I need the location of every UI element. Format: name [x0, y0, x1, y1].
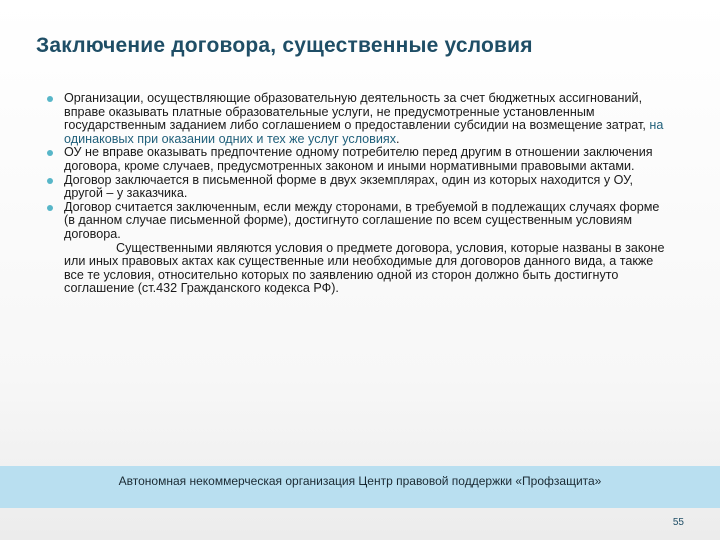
bullet-item-3	[44, 174, 672, 201]
bullet-text: Договор заключается в письменной форме в двух экземплярах, один из которых находится у ОУ, другой – у заказчика.	[64, 172, 633, 201]
bullet-item-4	[44, 201, 672, 242]
bullet-item-1	[44, 92, 672, 146]
bullet-tail: .	[396, 131, 400, 146]
bullet-item-2	[44, 146, 672, 173]
page-number: 55	[672, 517, 684, 528]
bullet-text: ОУ не вправе оказывать предпочтение одному потребителю перед другим в отношении заключения договора, кроме случаев, предусмотренных законом и иными нормативными правовыми актами.	[64, 145, 653, 173]
footer-text: Автономная некоммерческая организация Центр правовой поддержки «Профзащита»	[118, 474, 602, 488]
slide-title: Заключение договора, существенные условия	[36, 34, 533, 57]
slide-body	[44, 92, 672, 296]
bullet-icon	[47, 96, 53, 102]
bullet-text: Организации, осуществляющие образовательную деятельность за счет бюджетных ассигнований, вправе оказывать платные образовательные услуги, не предусмотренные установленным государственным заданием либо соглашением о предоставлении субсидии на возмещение затрат,	[64, 91, 650, 133]
bullet-accent-text: на одинаковых при оказании одних и тех же услуг условиях	[64, 118, 664, 146]
bullet-icon	[47, 150, 53, 156]
bullet-text: Договор считается заключенным, если между сторонами, в требуемой в подлежащих случаях форме (в данном случае письменной форме), достигнуто соглашение по всем существенным условиям договора.	[64, 199, 660, 241]
bullet-icon	[47, 205, 53, 211]
body-paragraph: Существенными являются условия о предмете договора, условия, которые названы в законе или иных правовых актах как существенные или необходимые для договоров данного вида, а также все те условия, относительно которых по заявлению одной из сторон должно быть достигнуто соглашение (ст.432 Гражданского кодекса РФ).	[64, 240, 665, 296]
bullet-icon	[47, 178, 53, 184]
